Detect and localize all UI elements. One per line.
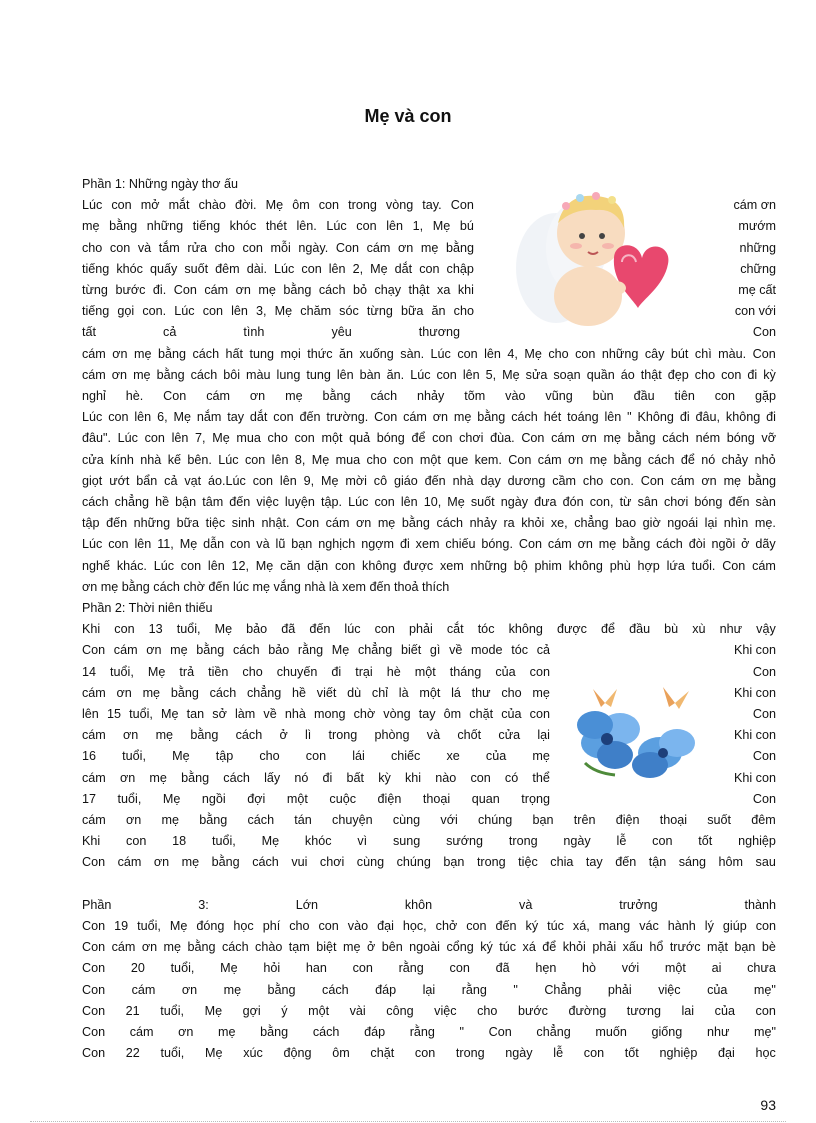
part1-line: giọt ướt bẩn cả vạt áo.Lúc con lên 9, Mẹ mời cô giáo đến nhà dạy dương cầm cho con. Con cám ơn mẹ bằng <box>82 473 776 488</box>
part1-line: nghỉ hè. Con cám ơn mẹ bằng cách nhảy tõm vào vũng bùn đầu tiên con gặp <box>82 389 776 403</box>
page-number: 93 <box>760 1097 776 1113</box>
part2-wrap-line: cám ơn mẹ bằng cách ở lì trong phòng và chốt cửa lại <box>82 728 550 743</box>
part1-wrap-right: cám ơn <box>733 198 776 213</box>
part1-wrap-right: những <box>739 240 776 255</box>
part1-wrap-right: con với <box>734 304 776 319</box>
part2-wrap-right: Khi con <box>733 770 776 785</box>
part2-wrap-right: Con <box>752 749 776 764</box>
part1-line: cám ơn mẹ bằng cách bôi màu lung tung lên bàn ăn. Lúc con lên 5, Mẹ sửa soạn quần áo thật đẹp cho con đi kỳ <box>82 367 776 382</box>
part2-wrap-right: Con <box>752 791 776 806</box>
part2-wrap-line: Con cám ơn mẹ bằng cách bảo rằng Mẹ chẳng biết gì về mode tóc cả <box>82 643 550 658</box>
part2-wrap-right: Khi con <box>733 728 776 743</box>
angel-illustration <box>496 178 696 338</box>
part2-wrap-right: Con <box>752 664 776 679</box>
part2-wrap-right: Con <box>752 707 776 721</box>
part2-wrap-line: 16 tuổi, Mẹ tập cho con lái chiếc xe của mẹ <box>82 749 550 764</box>
page-bottom-rule <box>30 1121 786 1122</box>
part1-line: Lúc con lên 6, Mẹ nắm tay dắt con đến trường. Con cám ơn mẹ bằng cách hét toáng lên " Không đi đâu, không đi <box>82 410 776 425</box>
part1-wrap-line: cho con và tắm rửa cho con mỗi ngày. Con cám ơn mẹ bằng <box>82 240 474 255</box>
part2-wrap-line: lên 15 tuổi, Mẹ tan sở làm về nhà mong chờ vòng tay ôm chặt của con <box>82 707 550 721</box>
part2-wrap-right: Khi con <box>733 685 776 700</box>
part3-line: Con cám ơn mẹ bằng cách đáp rằng " Con chẳng muốn giống như mẹ" <box>82 1025 776 1039</box>
part1-line: tập đến những bữa tiệc sinh nhật. Con cám ơn mẹ bằng cách nhảy ra khỏi xe, chẳng bao giờ ngoái lại nhìn mẹ. <box>82 516 776 531</box>
part2-wrap-right: Khi con <box>733 643 776 658</box>
part1-line: cửa kính nhà kế bên. Lúc con lên 8, Mẹ mua cho con một que kem. Con cám ơn mẹ bằng cách để nó chảy nhỏ <box>82 452 776 467</box>
part1-wrap-right: Con <box>752 325 776 340</box>
part2-line: Con cám ơn mẹ bằng cách vui chơi cùng chúng bạn trong tiệc chia tay đến tận sáng hôm sau <box>82 855 776 870</box>
part3-line: Con cám ơn mẹ bằng cách chào tạm biệt mẹ ở bên ngoài cổng ký túc xá để khỏi phải xấu hổ trước mặt bạn bè <box>82 940 776 955</box>
part3-line: Con 20 tuổi, Mẹ hỏi han con rằng con đã hẹn hò với một ai chưa <box>82 961 776 976</box>
part2-wrap-line: cám ơn mẹ bằng cách lấy nó đi bất kỳ khi nào con có thể <box>82 770 550 785</box>
part1-wrap-line: tất cả tình yêu thương <box>82 325 460 340</box>
part3-line: Con cám ơn mẹ bằng cách đáp lại rằng " Chẳng phải việc của mẹ" <box>82 982 776 997</box>
part1-line: cách chẳng hề bận tâm đến việc luyện tập. Lúc con lên 10, Mẹ suốt ngày đưa đón con, từ sân chơi bóng đến sàn <box>82 495 776 509</box>
part1-wrap-line: Lúc con mở mắt chào đời. Mẹ ôm con trong vòng tay. Con <box>82 198 474 213</box>
part2-heading: Phần 2: Thời niên thiếu <box>82 601 213 615</box>
part3-line: Con 19 tuổi, Mẹ đóng học phí cho con vào đại học, chở con đến ký túc xá, mang vác hành lý giúp con <box>82 919 776 933</box>
part1-heading: Phần 1: Những ngày thơ ấu <box>82 177 239 191</box>
part3-heading: Phần 3: Lớn khôn và trưởng thành <box>82 897 776 912</box>
part3-line: Con 22 tuổi, Mẹ xúc động ôm chặt con trong ngày lễ con tốt nghiệp đại học <box>82 1046 776 1061</box>
part1-wrap-line: tiếng khóc quấy suốt đêm dài. Lúc con lên 2, Mẹ dắt con chập <box>82 261 474 276</box>
part1-wrap-line: mẹ bằng những tiếng khóc thét lên. Lúc con lên 1, Mẹ bú <box>82 219 474 234</box>
page-title: Mẹ và con <box>364 106 452 126</box>
part1-line: Lúc con lên 11, Mẹ dẫn con và lũ bạn nghịch ngợm đi xem chiếu bóng. Con cám ơn mẹ bằng cách đòi ngồi ở dãy <box>82 537 776 552</box>
part1-line: nghế khác. Lúc con lên 12, Mẹ căn dặn con không được xem những bộ phim không phù hợp lứa tuổi. Con cám <box>82 558 776 573</box>
part3-line: Con 21 tuổi, Mẹ gợi ý một vài công việc cho bước đường tương lai của con <box>82 1003 776 1018</box>
part1-wrap-right: mướm <box>738 219 776 234</box>
part1-line: ơn mẹ bằng cách chờ đến lúc mẹ vắng nhà là xem đến thoả thích <box>82 579 450 594</box>
flower-illustration <box>565 683 705 783</box>
part1-wrap-line: từng bước đi. Con cám ơn mẹ bằng cách bỏ chạy thật xa khi <box>82 283 474 297</box>
part2-line: Khi con 13 tuổi, Mẹ bảo đã đến lúc con phải cắt tóc không được để đầu bù xù như vậy <box>82 622 776 637</box>
part1-line: cám ơn mẹ bằng cách hất tung mọi thức ăn xuống sàn. Lúc con lên 4, Mẹ cho con những cây bút chì màu. Con <box>82 346 776 361</box>
part1-wrap-right: chững <box>740 261 776 276</box>
part2-wrap-line: 14 tuổi, Mẹ trả tiền cho chuyến đi trại hè một tháng của con <box>82 664 550 679</box>
part1-wrap-right: mẹ cất <box>738 283 776 297</box>
part2-line: Khi con 18 tuổi, Mẹ khóc vì sung sướng trong ngày lễ con tốt nghiệp <box>82 834 776 849</box>
part1-wrap-line: tiếng gọi con. Lúc con lên 3, Mẹ chăm sóc từng bữa ăn cho <box>82 304 474 319</box>
part2-wrap-line: cám ơn mẹ bằng cách chẳng hề viết dù chỉ là một lá thư cho mẹ <box>82 685 550 700</box>
part1-line: đâu". Lúc con lên 7, Mẹ mua cho con một quả bóng để con chơi đùa. Con cám ơn mẹ bằng cách ném bóng vỡ <box>82 431 776 446</box>
part2-line: cám ơn mẹ bằng cách tán chuyện cùng với chúng bạn trên điện thoại suốt đêm <box>82 813 776 827</box>
part2-wrap-line: 17 tuổi, Mẹ ngồi đợi một cuộc điện thoại quan trọng <box>82 791 550 806</box>
